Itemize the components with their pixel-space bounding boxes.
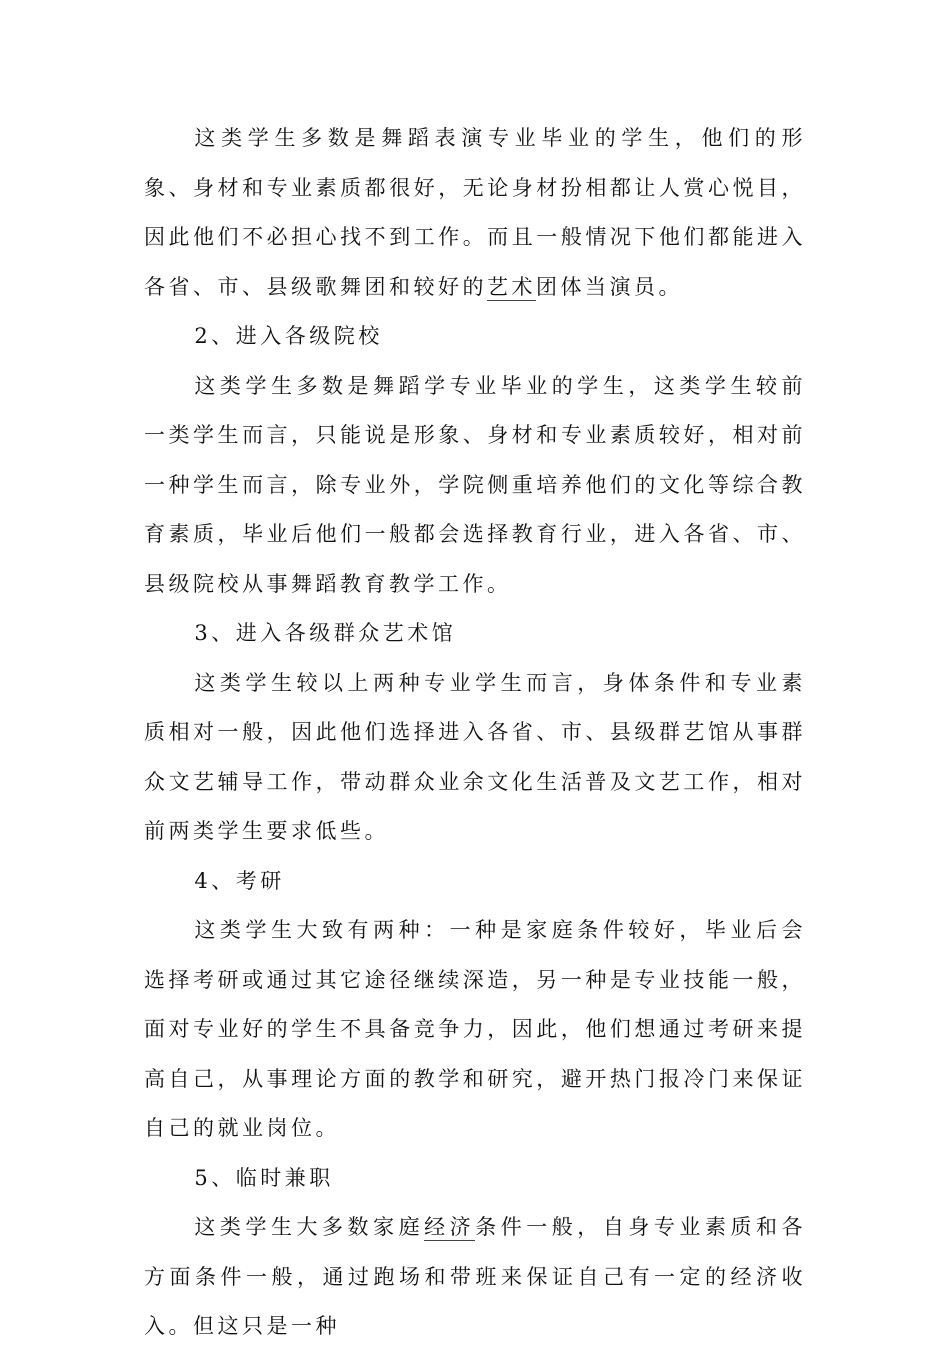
paragraph-schools: 这类学生多数是舞蹈学专业毕业的学生，这类学生较前一类学生而言，只能说是形象、身材和专业素质较好，相对前一种学生而言，除专业外，学院侧重培养他们的文化等综合教育素质，毕业后他们一般都会选择教育行业，进入各省、市、县级院校从事舞蹈教育教学工作。 <box>144 373 806 596</box>
paragraph-graduate-exam: 这类学生大致有两种：一种是家庭条件较好，毕业后会选择考研或通过其它途径继续深造，另一种是专业技能一般，面对专业好的学生不具备竞争力，因此，他们想通过考研来提高自己，从事理论方面的教学和研究，避开热门报冷门来保证自己的就业岗位。 <box>144 918 806 1140</box>
art-link[interactable]: 艺术 <box>487 274 536 299</box>
section-heading-part-time: 5、临时兼职 <box>194 1165 334 1190</box>
section-heading-art-centers: 3、进入各级群众艺术馆 <box>194 621 457 645</box>
paragraph-performers <box>144 114 806 312</box>
paragraph-part-time <box>144 1203 806 1352</box>
paragraph-text: 条件一般，自身专业素质和各方面条件一般，通过跑场和带班来保证自己有一定的经济收入。但这只是一种 <box>144 1215 807 1338</box>
document-body <box>144 114 806 1352</box>
section-heading-schools: 2、进入各级院校 <box>194 324 383 348</box>
paragraph-art-centers: 这类学生较以上两种专业学生而言，身体条件和专业素质相对一般，因此他们选择进入各省、市、县级群艺馆从事群众文艺辅导工作，带动群众业余文化生活普及文艺工作，相对前两类学生要求低些。 <box>144 670 806 843</box>
paragraph-text: 团体当演员。 <box>536 274 683 299</box>
section-heading-graduate-exam: 4、考研 <box>194 868 285 893</box>
paragraph-text: 这类学生大多数家庭 <box>194 1215 425 1239</box>
paragraph-text: 这类学生多数是舞蹈表演专业毕业的学生，他们的形象、身材和专业素质都很好，无论身材扮相都让人赏心悦目，因此他们不必担心找不到工作。而且一般情况下他们都能进入各省、市、县级歌舞团和较好的 <box>144 126 806 299</box>
economy-link[interactable]: 经济 <box>424 1215 476 1239</box>
